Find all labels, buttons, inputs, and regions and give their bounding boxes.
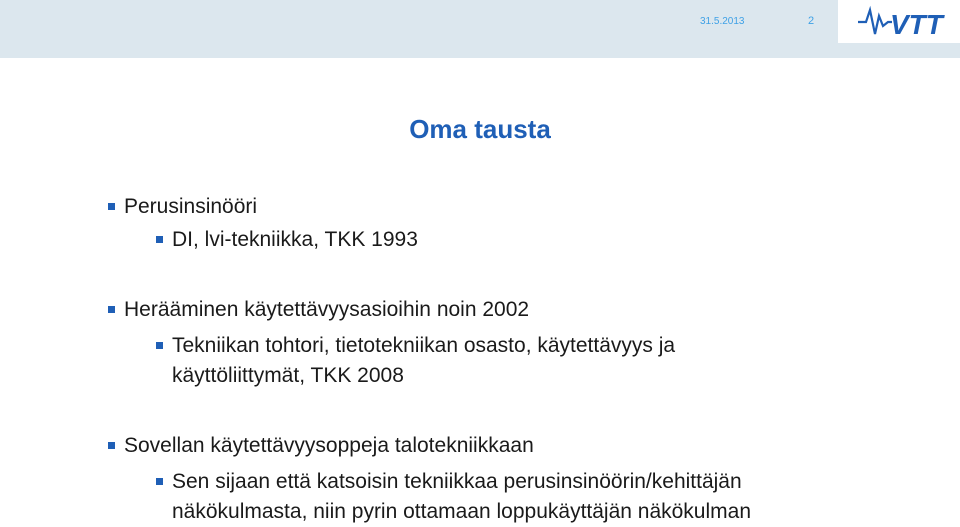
page-number: 2 <box>808 15 815 27</box>
svg-text:VTT: VTT <box>890 9 943 40</box>
sub-bullet-item-1: DI, lvi-tekniikka, TKK 1993 <box>172 228 418 251</box>
bullet-icon <box>156 342 163 349</box>
vtt-logo-icon <box>856 4 956 40</box>
sub-bullet-item-3: Sen sijaan että katsoisin tekniikkaa perusinsinöörin/kehittäjän näkökulmasta, niin pyrin ottamaan loppukäyttäjän näkökulman <box>172 470 752 523</box>
vtt-logo <box>838 0 960 43</box>
bullet-item-2: Herääminen käytettävyysasioihin noin 2002 <box>124 298 530 321</box>
bullet-icon <box>156 478 163 485</box>
bullet-icon <box>108 203 115 210</box>
slide-date: 31.5.2013 <box>700 16 745 27</box>
bullet-icon <box>156 236 163 243</box>
bullet-icon <box>108 442 115 449</box>
bullet-item-3: Sovellan käytettävyysoppeja talotekniikkaan <box>124 434 534 457</box>
slide-header <box>0 0 960 58</box>
slide-title: Oma tausta <box>409 114 551 144</box>
bullet-item-1: Perusinsinööri <box>124 195 258 218</box>
bullet-icon <box>108 306 115 313</box>
sub-bullet-item-2: Tekniikan tohtori, tietotekniikan osasto, käytettävyys ja käyttöliittymät, TKK 2008 <box>172 334 676 387</box>
